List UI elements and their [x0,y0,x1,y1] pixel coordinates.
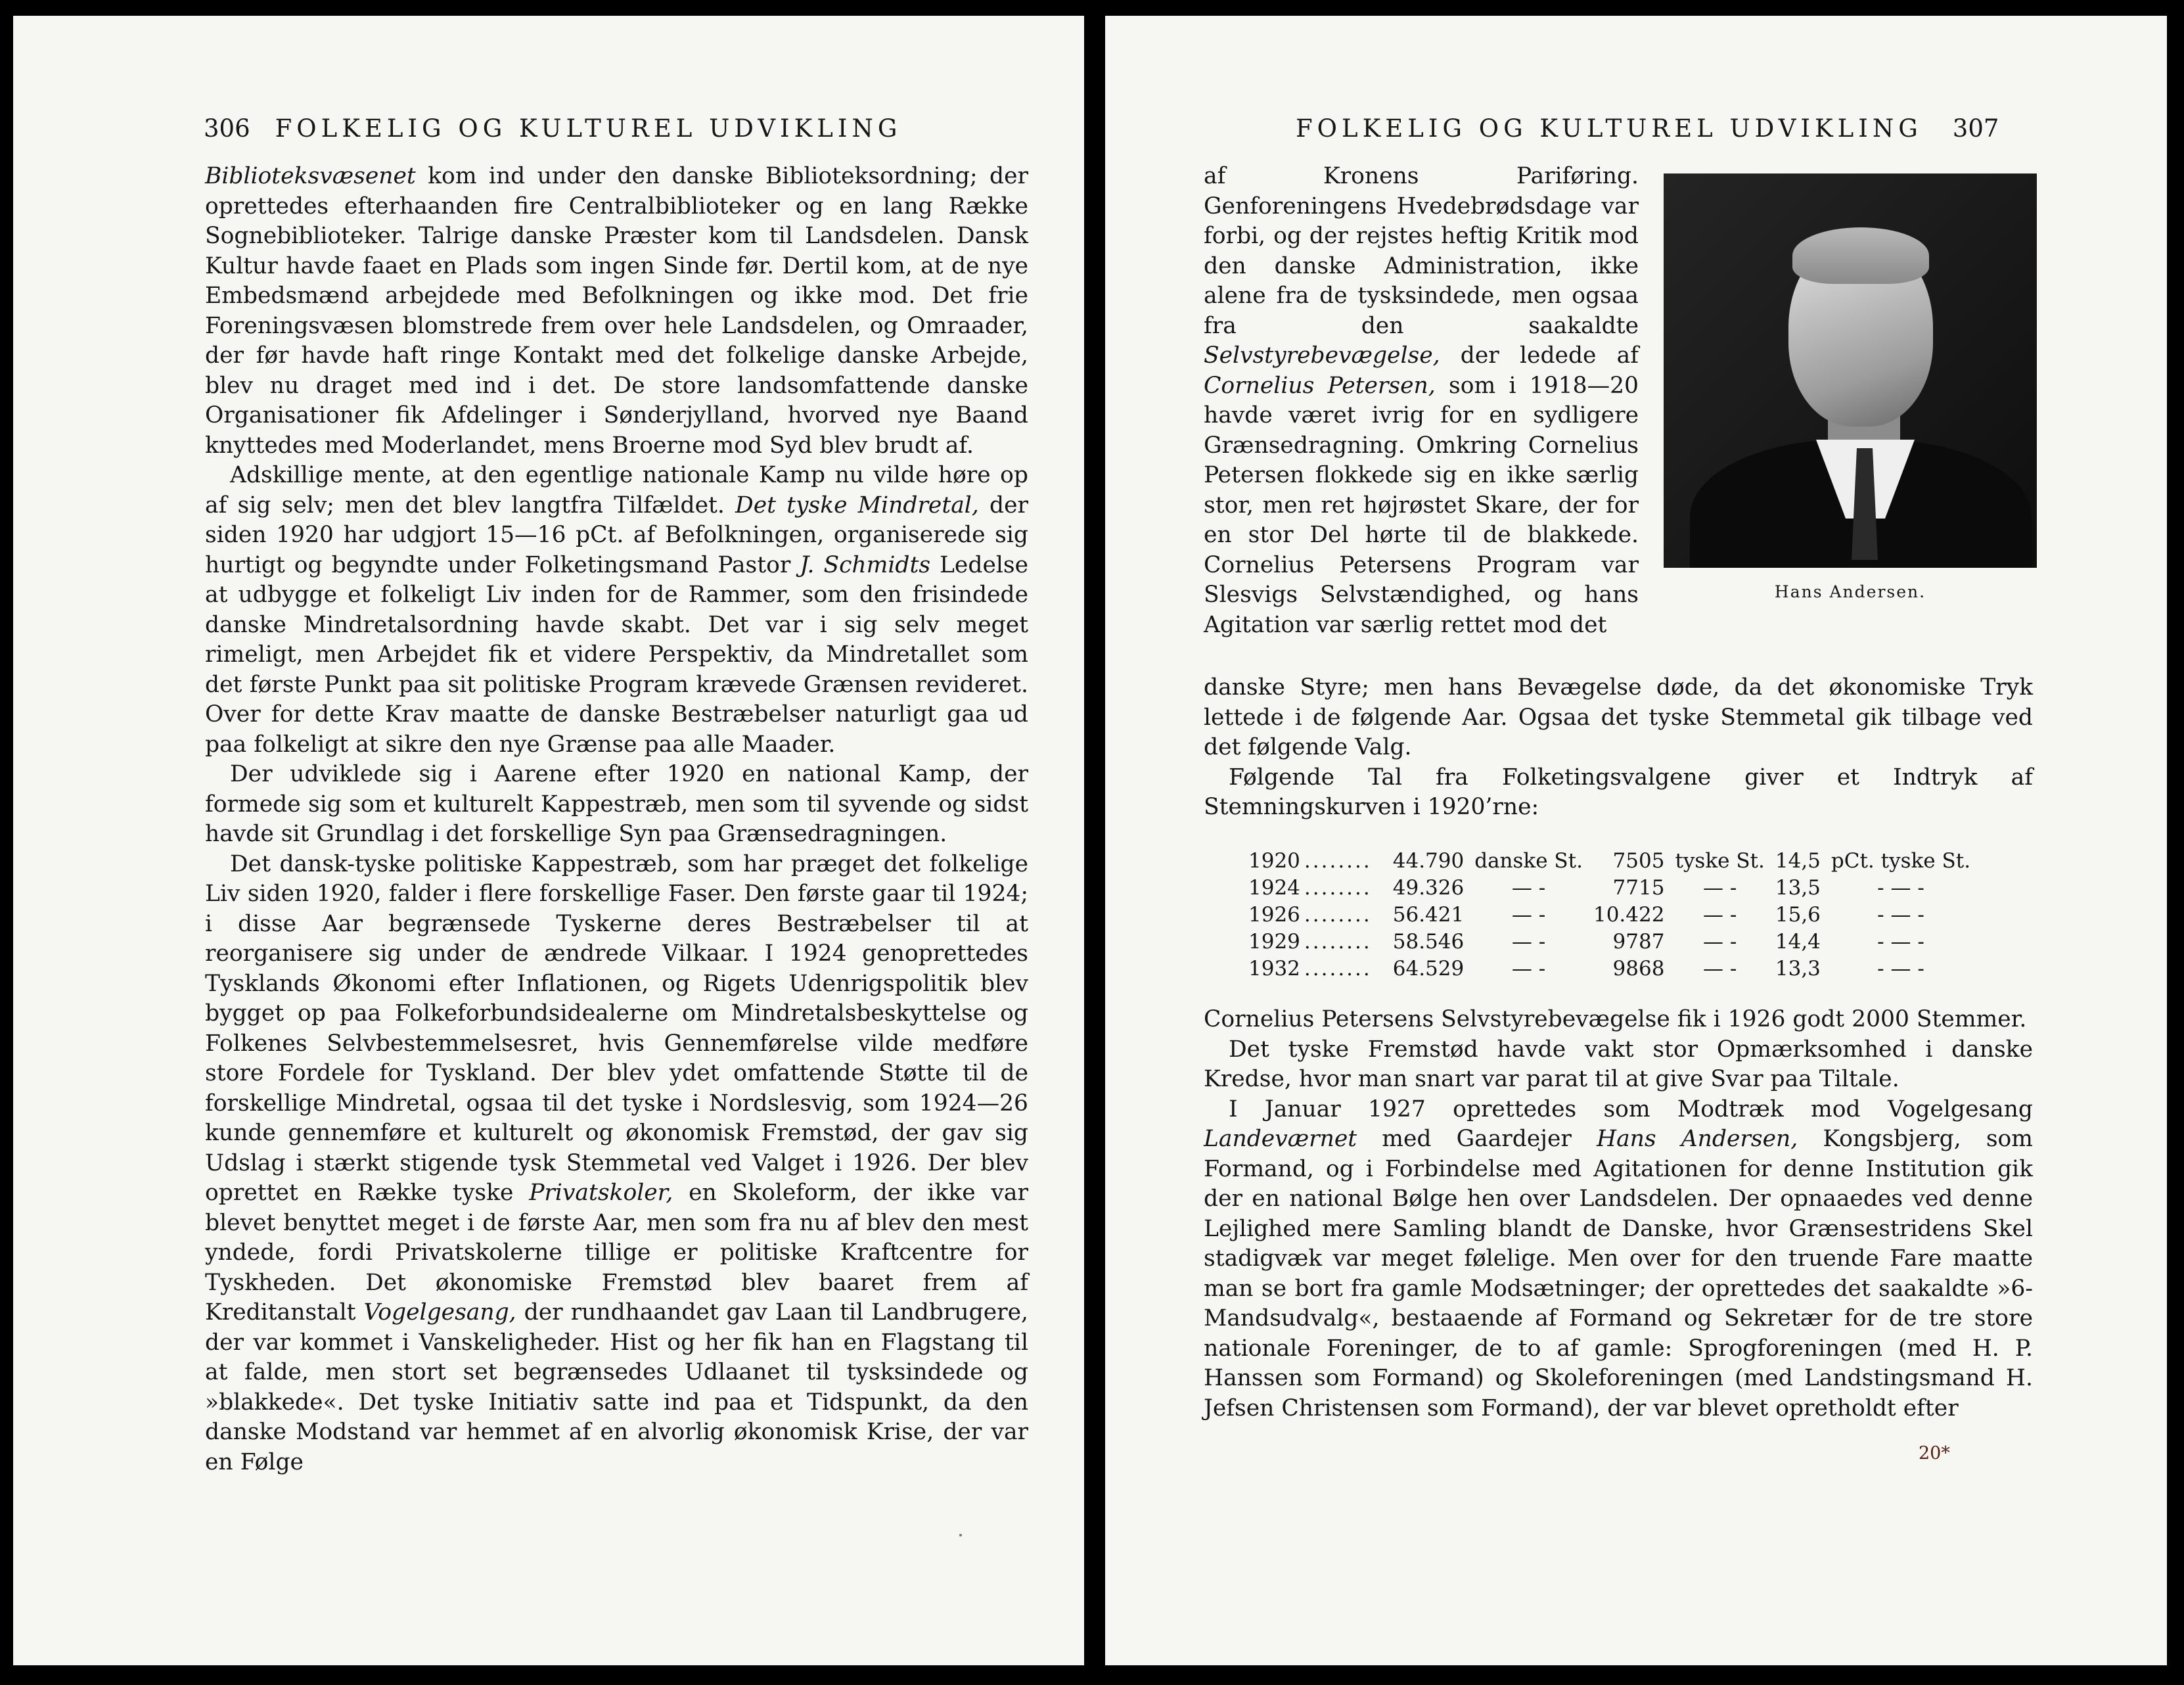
text-run: en Skoleform, der ikke var blevet benyttet meget i de første Aar, men som fra nu af blev den mest yndede, fordi Privatskolerne tillige er politiske Kraftcentre for Tyskheden. Det økonomiske Fremstød blev baaret frem af Kreditanstalt [205,1180,1028,1326]
italic-run: J. Schmidts [800,551,931,578]
text-run: kom ind under den danske Biblioteksordning; der oprettedes efterhaanden fire Centralbiblioteker og en lang Række Sognebiblioteker. Talrige danske Præster kom til Landsdelen. Dansk Kultur havde faaet en Plads som ingen Sinde før. Dertil kom, at de nye Embedsmænd arbejdede med Befolkningen og ikke mod. Det frie Foreningsvæsen blomstrede frem over hele Landsdelen, og Omraader, der før havde haft ringe Kontakt med det folkelige danske Arbejde, blev nu draget med ind i det. De store landsomfattende danske Organisationer fik Afdelinger i Sønderjylland, hvorved nye Baand knyttedes med Moderlandet, mens Broerne mod Syd blev brudt af. [205,163,1028,459]
tyske-label-cell: — - [1702,876,1737,900]
danske-label-cell: — - [1511,903,1546,927]
election-results-table [1243,848,1976,982]
italic-run: Det tyske Mindretal, [735,492,979,519]
percent-cell: 13,3 [1775,957,1821,981]
leader-dots: ........ [1304,957,1372,981]
year-cell: 1920 [1248,849,1300,873]
running-head-right [1296,114,1999,143]
tyske-votes-cell: 9868 [1612,957,1665,981]
percent-label-cell: - — - [1877,957,1924,981]
tyske-label-cell: — - [1702,957,1737,981]
signature-mark: 20* [1919,1443,1950,1464]
text-run: Ledelse at udbygge et folkeligt Liv inden for de Rammer, som den frisindede danske Mindretalsordning havde skabt. Det var i sig selv meget rimeligt, men Arbejdet fik et videre Perspektiv, da Mindretallet som det første Punkt paa sit politiske Program krævede Grænsen revideret. Over for dette Krav maatte de danske Bestræbelser naturligt gaa ud paa folkeligt at sikre den nye Grænse paa alle Maader. [205,551,1029,758]
percent-cell: 14,4 [1775,930,1821,954]
percent-label-cell: - — - [1877,903,1924,927]
text-run: Det tyske Fremstød havde vakt stor Opmærksomhed i danske Kredse, hvor man snart var parat til at give Svar paa Tiltale. [1204,1036,2033,1092]
tyske-votes-cell: 7715 [1612,876,1665,900]
danske-label-cell: danske St. [1474,849,1583,873]
danske-votes-cell: 58.546 [1392,930,1465,954]
tyske-votes-cell: 7505 [1612,849,1665,873]
table-intro: Følgende Tal fra Folketingsvalgene giver et Indtryk af Stemningskurven i 1920’rne: [1204,764,2033,820]
danske-votes-cell: 56.421 [1392,903,1465,927]
text-run: der siden 1920 har udgjort 15—16 pCt. af Befolkningen, organiserede sig hurtigt og begyndte under Folketingsmand Pastor [205,492,1028,578]
running-head-title-right: FOLKELIG OG KULTUREL UDVIKLING [1296,114,1922,143]
italic-run: Cornelius Petersen, [1204,372,1436,399]
text-run: Kongsbjerg, som Formand, og i Forbindelse med Agitationen for denne Institution gik der en national Bølge hen over Landsdelen. Der opnaaedes ved denne Lejlighed mere Samling blandt de Danske, hvor Grænsestridens Skel stadigvæk var meget følelige. Men over for den truende Fare maatte man se bort fra gamle Modsætninger; der oprettedes det saakaldte »6-Mandsudvalg«, bestaaende af Formand og Sekretær for de tre store nationale Foreninger, de to af gamle: Sprogforeningen (med H. P. Hanssen som Formand) og Skoleforeningen (med Landstingsmand H. Jefsen Christensen som Formand), der var blevet opretholdt efter [1204,1126,2034,1421]
tyske-label-cell: tyske St. [1675,849,1765,873]
danske-label-cell: — - [1511,957,1546,981]
table-row [1243,929,1976,956]
portrait-photo [1664,173,2037,568]
percent-label-cell: - — - [1877,930,1924,954]
tyske-label-cell: — - [1702,930,1737,954]
danske-label-cell: — - [1511,930,1546,954]
tyske-votes-cell: 9787 [1612,930,1665,954]
paragraph [205,461,1028,760]
leader-dots: ........ [1304,903,1372,927]
leader-dots: ........ [1304,849,1372,873]
paragraph [205,760,1028,850]
text-run: af Kronens Pariføring. Genforeningens Hvedebrødsdage var forbi, og der rejstes heftig Kritik mod den danske Administration, ikke alene fra de tysksindede, men ogsaa fra den saakaldte [1204,163,1639,339]
portrait-figure [1664,173,2037,601]
year-cell: 1929 [1248,930,1300,954]
italic-run: Vogelgesang, [363,1299,516,1326]
italic-run: Landeværnet [1204,1126,1357,1152]
danske-label-cell: — - [1511,876,1546,900]
italic-run: Privatskoler, [529,1180,673,1206]
percent-cell: 15,6 [1775,903,1821,927]
year-cell: 1932 [1248,957,1300,981]
danske-votes-cell: 64.529 [1392,957,1465,981]
danske-votes-cell: 49.326 [1392,876,1465,900]
paragraph [205,162,1028,461]
paragraph [205,850,1028,1478]
tyske-label-cell: — - [1702,903,1737,927]
leader-dots: ........ [1304,930,1372,954]
percent-cell: 13,5 [1775,876,1821,900]
text-run: der ledede af [1440,342,1639,369]
text-run: Adskillige mente, at den egentlige nationale Kamp nu vilde høre op af sig selv; men det blev langtfra Tilfældet. [205,462,1028,519]
year-cell: 1926 [1248,903,1300,927]
left-page [13,16,1084,1665]
italic-run: Biblioteksvæsenet [205,163,416,189]
right-body-continuation [1204,673,2033,823]
paper-speck [959,1534,962,1536]
leader-dots: ........ [1304,876,1372,900]
italic-run: Hans Andersen, [1597,1126,1798,1152]
left-body-text [205,162,1028,1477]
page-number-right: 307 [1952,114,1999,143]
tyske-votes-cell: 10.422 [1593,903,1665,927]
right-page [1105,16,2167,1665]
text-run: med Gaardejer [1357,1126,1597,1152]
text-run: Cornelius Petersens Selvstyrebevægelse fik i 1926 godt 2000 Stemmer. [1204,1006,2027,1032]
percent-label-cell: - — - [1877,876,1924,900]
paragraph [1204,1095,2033,1424]
running-head-left [204,114,901,143]
text-run: der rundhaandet gav Laan til Landbrugere, der var kommet i Vanskeligheder. Hist og her fik han en Flagstang til at falde, men stort set begrænsedes Udlaanet til tysksindede og »blakkede«. Det tyske Initiativ satte ind paa et Tidspunkt, da den danske Modstand var hemmet af en alvorlig økonomisk Krise, der var en Følge [205,1299,1028,1475]
year-cell: 1924 [1248,876,1300,900]
table-row [1243,848,1976,875]
right-body-wrapped-text [1204,162,1639,640]
text-run: som i 1918—20 havde været ivrig for en sydligere Grænsedragning. Omkring Cornelius Petersen flokkede sig en ikke særlig stor, men ret højrøstet Skare, der for en stor Del hørte til de blakkede. Cornelius Petersens Program var Slesvigs Selvstændighed, og hans Agitation var særlig rettet mod det [1204,372,1639,638]
running-head-title-left: FOLKELIG OG KULTUREL UDVIKLING [275,114,902,143]
page-number-left: 306 [204,114,250,143]
table-row [1243,902,1976,929]
text-run: Der udviklede sig i Aarene efter 1920 en national Kamp, der formede sig som et kulturelt Kappestræb, men som til syvende og sidst havde sit Grundlag i det forskellige Syn paa Grænsedragningen. [205,761,1028,847]
danske-votes-cell: 44.790 [1392,849,1465,873]
paragraph [1204,1035,2033,1095]
portrait-caption: Hans Andersen. [1774,582,1926,601]
paragraph [1204,162,1639,640]
table-row [1243,956,1976,982]
paragraph-continuation: danske Styre; men hans Bevægelse døde, da det økonomiske Tryk lettede i de følgende Aar. Ogsaa det tyske Stemmetal gik tilbage ved det følgende Valg. [1204,674,2033,760]
right-body-text [1204,1005,2033,1423]
percent-cell: 14,5 [1775,849,1821,873]
paragraph [1204,1005,2033,1035]
percent-label-cell: pCt. tyske St. [1831,849,1971,873]
table-row [1243,875,1976,902]
text-run: Det dansk-tyske politiske Kappestræb, som har præget det folkelige Liv siden 1920, falder i flere forskellige Faser. Den første gaar til 1924; i disse Aar begrænsede Tyskerne deres Bestræbelser til at reorganisere sig under de ændrede Vilkaar. I 1924 genoprettedes Tysklands Økonomi efter Inflationen, og Rigets Udenrigspolitik blev bygget op paa Folkeforbundsidealerne om Mindretalsbeskyttelse og Folkenes Selvbestemmelsesret, hvis Gennemførelse vilde medføre store Fordele for Tyskland. Der blev ydet omfattende Støtte til de forskellige Mindretal, ogsaa til det tyske i Nordslesvig, som 1924—26 kunde gennemføre et kulturelt og økonomisk Fremstød, der gav sig Udslag i stærkt stigende tysk Stemmetal ved Valget i 1926. Der blev oprettet en Række tyske [205,850,1028,1206]
text-run: I Januar 1927 oprettedes som Modtræk mod Vogelgesang [1229,1096,2033,1122]
italic-run: Selvstyrebevægelse, [1204,342,1440,369]
